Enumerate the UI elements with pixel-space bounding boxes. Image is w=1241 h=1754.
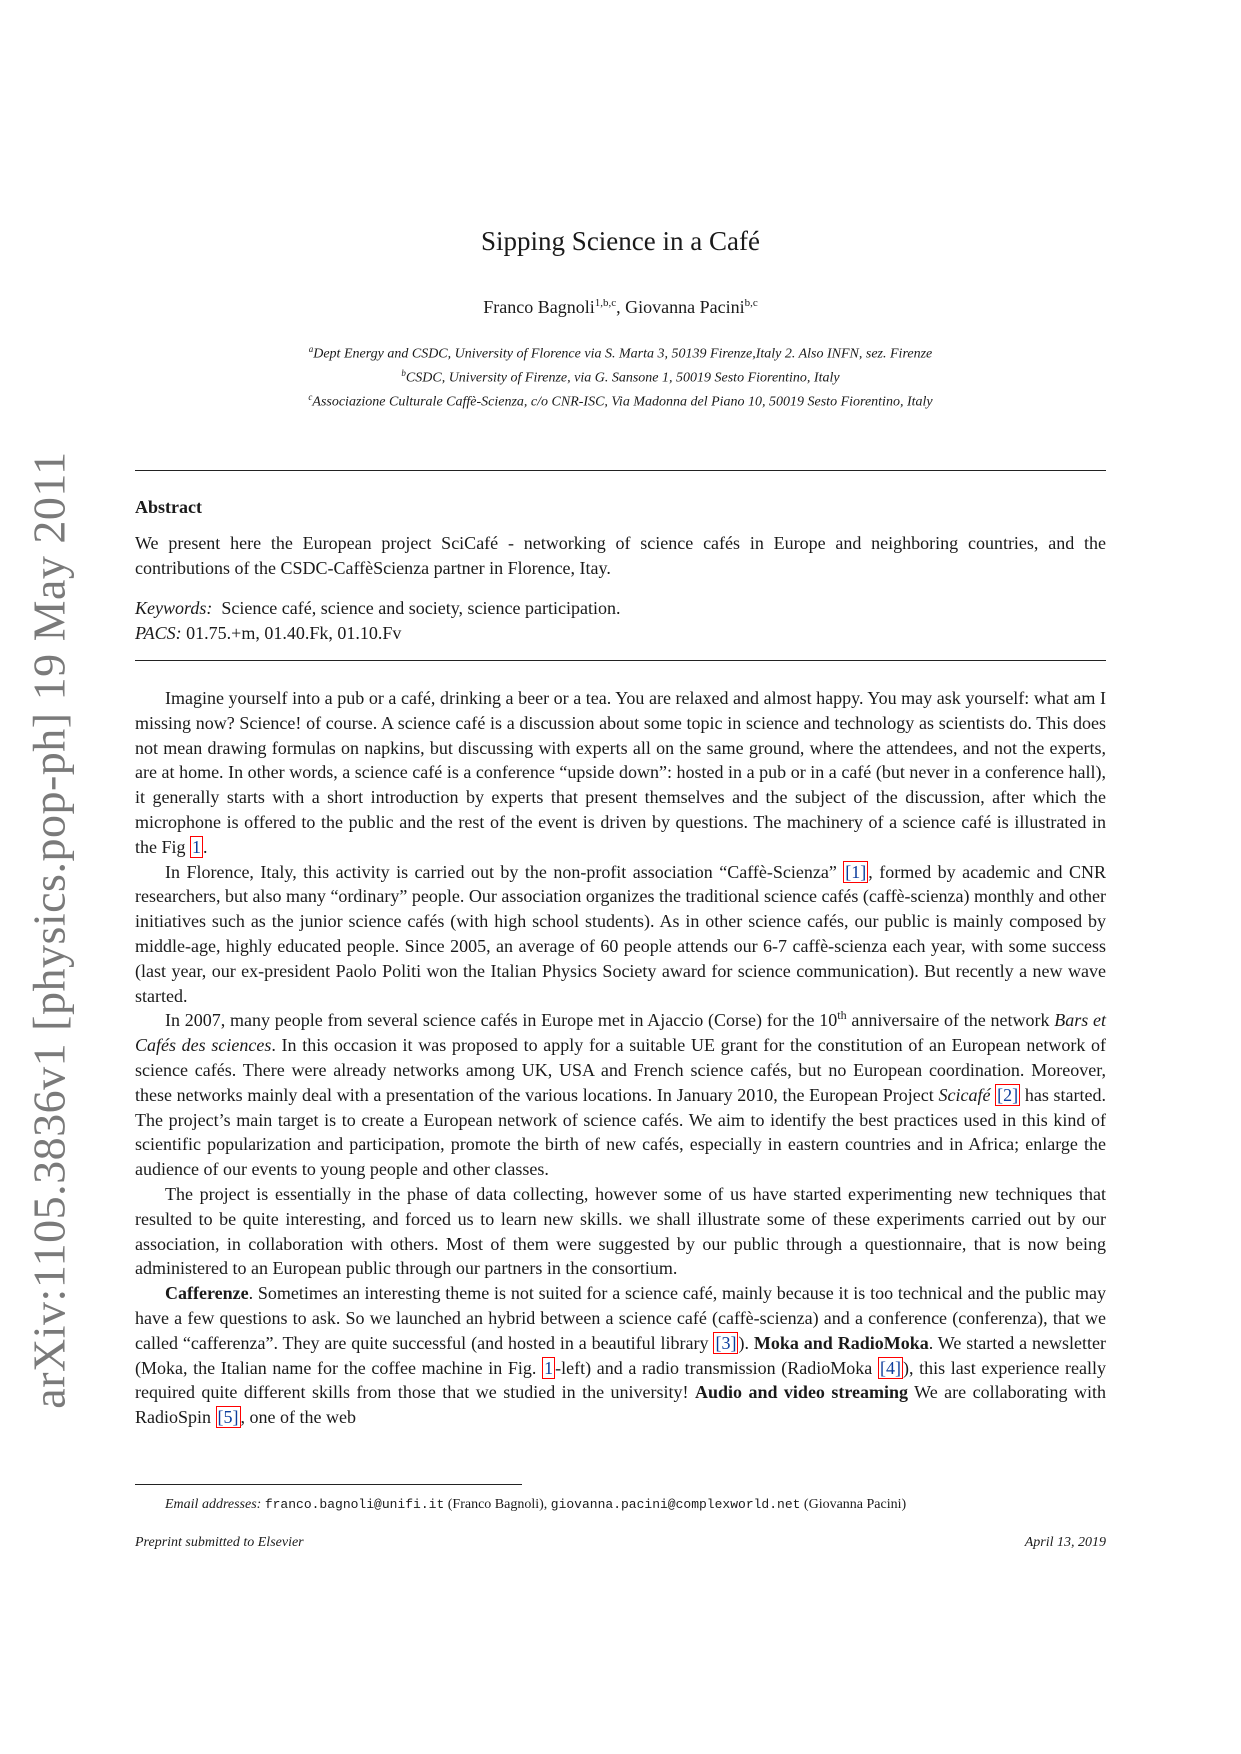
footnote-name: (Giovanna Pacini) [803,1497,907,1512]
paragraph [135,686,1106,860]
pacs-label: PACS: [135,623,182,643]
paragraph-text: The project is essentially in the phase of data collecting, however some of us have started experimenting new techniques that resulted to be quite interesting, and forced us to learn new skills. we shall illustrate some of these experiments carried out by our association, in collaboration with others. Most of them were suggested by our public through a questionnaire, that is now being administered to an European public through our partners in the consortium. [135,1183,1106,1279]
keywords-text: Science café, science and society, science participation. [221,598,621,618]
paragraph-text: , formed by academic and CNR researchers, but also many “ordinary” people. Our association organizes the traditional science cafés (caffè-scienza) monthly and other initiatives such as the junior science cafés (with high school students). As in other science cafés, our public is mainly composed by middle-age, highly educated people. Since 2005, an average of 60 people attends our 6-7 caffè-scienza each year, with some success (last year, our ex-president Paolo Politi won the Italian Physics Society award for science communication). But recently a new wave started. [135,861,1106,1006]
citation-link[interactable]: [4] [879,1357,901,1378]
citation-link[interactable]: [1] [845,861,867,882]
affiliation-line [0,388,1241,412]
arxiv-sidebar [14,451,84,1409]
footnote-rule [135,1484,522,1485]
author-name: Giovanna Pacini [625,297,745,317]
bold-text: Moka and RadioMoka [753,1332,929,1353]
affiliations [0,340,1241,412]
paragraph-text: ), this last experience really required quite different skills from those that we studied in the university! [135,1357,1106,1403]
bold-text: Audio and video streaming [694,1382,909,1403]
abstract-body: We present here the European project SciCafé - networking of science cafés in Europe and neighboring countries, and the contributions of the CSDC-CaffèScienza partner in Florence, Itay. [135,533,1106,578]
preprint-note: Preprint submitted to Elsevier [135,1535,304,1550]
footnote-name: (Franco Bagnoli), [447,1497,548,1512]
paragraph [135,1182,1106,1281]
author-affil-mark: 1,b,c [594,297,617,309]
author-separator: , [616,297,626,317]
paragraph-text: . Sometimes an interesting theme is not suited for a science café, mainly because it is too technical and the public may have a few questions to ask. So we launched an hybrid between a science café (caffè-scienza) and a conference (conferenza), that we called “cafferenza”. They are quite successful (and hosted in a beautiful library [135,1283,1106,1353]
arxiv-identifier: arXiv:1105.3836v1 [physics.pop-ph] 19 May 2011 [23,451,75,1409]
citation-link[interactable]: [3] [715,1332,737,1353]
footnote-label: Email addresses: [165,1497,262,1512]
affil-text: CSDC, University of Firenze, via G. Sansone 1, 50019 Sesto Fiorentino, Italy [405,370,840,386]
paragraph [135,1281,1106,1430]
paragraph [135,1008,1106,1182]
figure-ref-link[interactable]: 1 [192,836,202,857]
author-affil-mark: b,c [744,297,758,309]
paragraph-text: . [203,836,208,857]
affiliation-line [0,340,1241,364]
pacs-text: 01.75.+m, 01.40.Fk, 01.10.Fv [186,623,402,643]
affil-mark: a [308,344,314,354]
paragraph-text: In Florence, Italy, this activity is carried out by the non-profit association “Caffè-Scienza” [165,861,844,882]
pacs-line [135,621,1106,646]
paragraph-text: -left) and a radio transmission (RadioMoka [555,1357,878,1378]
paper-title: Sipping Science in a Café [481,226,760,256]
author-line [0,297,1241,318]
keywords-line [135,596,1106,621]
affil-text: Associazione Culturale Caffè-Scienza, c/o CNR-ISC, Via Madonna del Piano 10, 50019 Sesto Fiorentino, Italy [312,394,933,410]
abstract-bottom-rule [135,660,1106,661]
paragraph-text: We are collaborating with RadioSpin [135,1382,1107,1428]
paragraph-text: ). [738,1332,754,1353]
paragraph-text: has started. The project’s main target is to create a European network of science cafés. We aim to identify the best practices used in this kind of scientific popularization and participation, promote the birth of new cafés, especially in eastern countries and in Africa; enlarge the audience of our events to young people and other classes. [135,1084,1106,1180]
affil-mark: b [401,368,406,379]
paragraph [135,860,1106,1009]
affil-text: Dept Energy and CSDC, University of Florence via S. Marta 3, 50139 Firenze,Italy 2. Also INFN, sez. Firenze [313,346,933,362]
affiliation-line [0,364,1241,388]
paragraph-text: anniversaire of the network [846,1010,1055,1031]
main-text [135,686,1106,1430]
italic-text: Bars et Cafés des sciences [135,1010,1107,1056]
paragraph-text: , one of the web [240,1407,356,1428]
preprint-date: April 13, 2019 [1024,1535,1106,1550]
citation-link[interactable]: [5] [217,1407,239,1428]
abstract-top-rule [135,470,1106,471]
affil-mark: c [308,392,313,403]
abstract-heading: Abstract [135,497,202,517]
paragraph-text: Imagine yourself into a pub or a café, drinking a beer or a tea. You are relaxed and almost happy. You may ask yourself: what am I missing now? Science! of course. A science café is a discussion about some topic in science and technology as scientists do. This does not mean drawing formulas on napkins, but discussing with experts all on the same ground, where the attendees, and not the experts, are at home. In other words, a science café is a conference “upside down”: hosted in a pub or in a café (but never in a conference hall), it generally starts with a short introduction by experts that present themselves and the subject of the discussion, after which the microphone is offered to the public and the rest of the event is driven by questions. The machinery of a science café is illustrated in the Fig [135,688,1106,857]
paragraph-text: In 2007, many people from several science cafés in Europe met in Ajaccio (Corse) for the 10 [165,1010,838,1031]
citation-link[interactable]: [2] [997,1084,1019,1105]
keywords-block [135,596,1106,646]
bold-text: Cafferenze [165,1283,249,1304]
email-link[interactable]: franco.bagnoli@unifi.it [264,1497,445,1512]
paragraph-text: . In this occasion it was proposed to apply for a suitable UE grant for the constitution of an European network of science cafés. There were already networks among UK, USA and French science cafés, but no European coordination. Moreover, these networks mainly deal with a presentation of the various locations. In January 2010, the European Project [135,1035,1106,1105]
email-link[interactable]: giovanna.pacini@complexworld.net [550,1497,801,1512]
figure-ref-link[interactable]: 1 [544,1357,554,1378]
keywords-label: Keywords: [135,598,213,618]
superscript: th [837,1008,847,1023]
author-name: Franco Bagnoli [483,297,595,317]
footnote [165,1497,906,1513]
italic-text: Scicafé [938,1084,991,1105]
paragraph-text: . We started a newsletter (Moka, the Italian name for the coffee machine in Fig. [135,1332,1106,1378]
